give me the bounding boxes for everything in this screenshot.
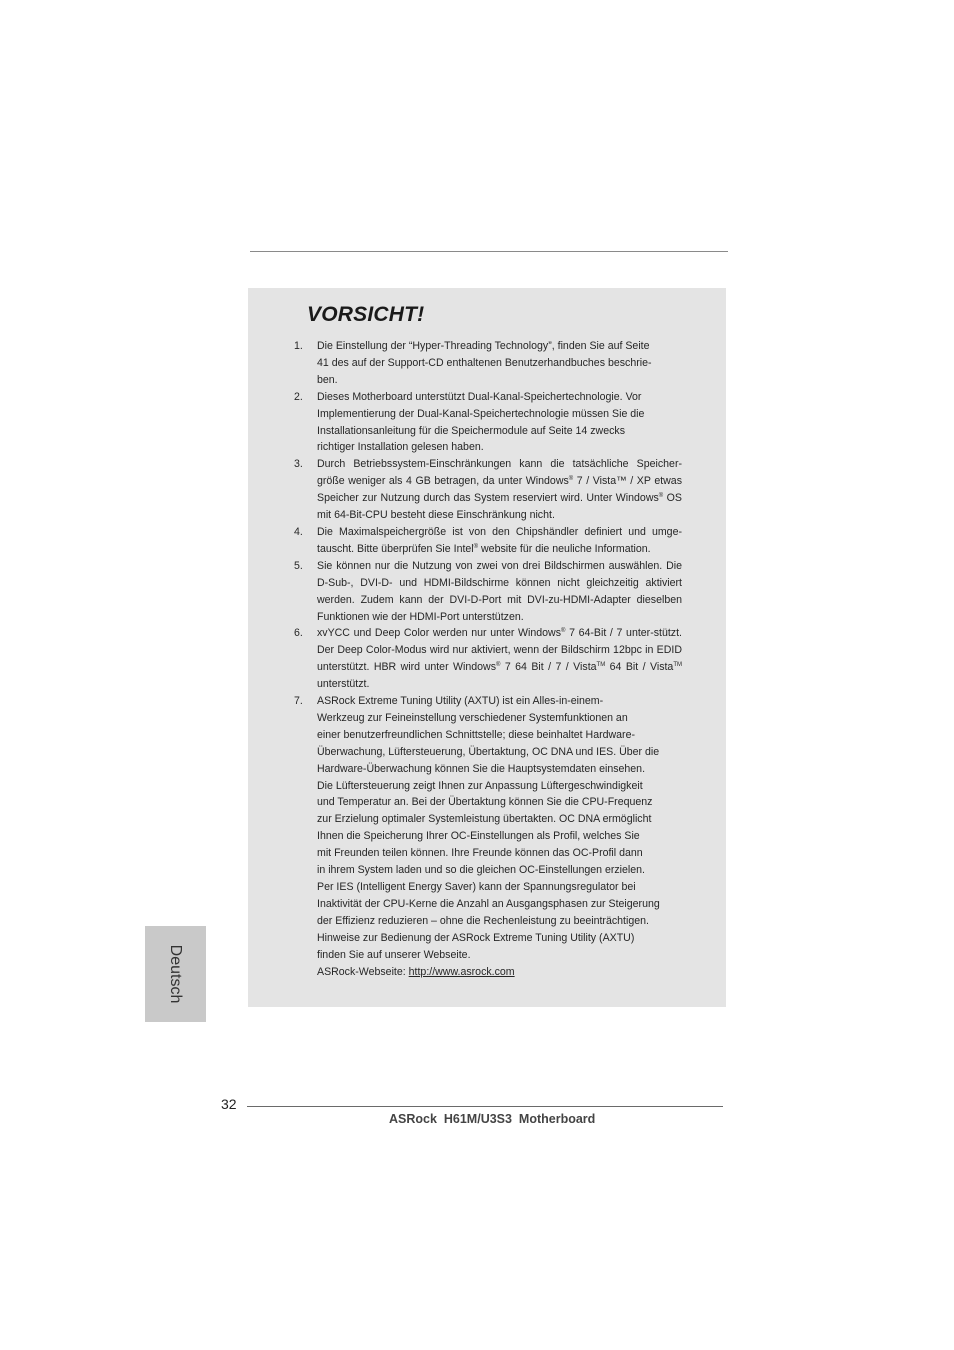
item-text: Durch Betriebssystem-Einschränkungen kann die tatsächliche Speicher-größe weniger als 4 GB betragen, da unter Windows® 7 / Vista™ / XP etwas Speicher zur Nutzung durch das System reserviert wird. Unter Windows® OS mit 64-Bit-CPU besteht diese Einschränkung nicht. [317, 458, 682, 522]
item-text: Dieses Motherboard unterstützt Dual-Kanal-Speichertechnologie. Vor Implementierung der Dual-Kanal-Speichertechnologie müssen Sie die Installationsanleitung für die Speichermodule auf Seite 14 zwecks richtiger Installation gelesen haben. [317, 390, 645, 454]
item-text: xvYCC und Deep Color werden nur unter Windows® 7 64-Bit / 7 unter-stützt. Der Deep Color-Modus wird nur aktiviert, wenn der Bildschirm 12bpc in EDID unterstützt. HBR wird unter Windows® 7 64 Bit / 7 / Vista™ 64 Bit / Vista™ unterstützt. [317, 627, 682, 691]
list-item [290, 693, 682, 980]
item-number: 2. [294, 390, 303, 403]
list-item [290, 338, 682, 389]
language-tab [145, 926, 206, 1022]
item-number: 7. [294, 695, 303, 708]
page-number: 32 [221, 1096, 237, 1112]
language-tab-label: Deutsch [167, 944, 184, 1004]
item-number: 1. [294, 340, 303, 352]
list-item [290, 524, 682, 558]
list-item [290, 456, 682, 524]
footer-product-name: ASRock H61M/U3S3 Motherboard [389, 1112, 596, 1126]
item-text: ASRock Extreme Tuning Utility (AXTU) ist ein Alles-in-einem- Werkzeug zur Feineinstellung verschiedener Systemfunktionen an einer benutzerfreundlichen Schnittstelle; diese beinhaltet Hardware- Überwachung, Lüftersteuerung, Übertaktung, OC DNA und IES. Über die Hardware-Überwachung können Sie die Hauptsystemdaten einsehen. Die Lüftersteuerung zeigt Ihnen zur Anpassung Lüftergeschwindigkeit und Temperatur an. Bei der Übertaktung können Sie die CPU-Frequenz zur Erzielung optimaler Systemleistung übertakten. OC DNA ermöglicht Ihnen die Speicherung Ihrer OC-Einstellungen als Profil, welches Sie mit Freunden teilen können. Ihre Freunde können das OC-Profil dann in ihrem System laden und so die gleichen OC-Einstellungen erzielen. Per IES (Intelligent Energy Saver) kann der Spannungsregulator bei Inaktivität der CPU-Kerne die Anzahl an Ausgangsphasen zur Steigerung der Effizienz reduzieren – ohne die Rechenleistung zu beeinträchtigen. Hinweise zur Bedienung der ASRock Extreme Tuning Utility (AXTU) finden Sie auf unserer Webseite. ASRock-Webseite: http://www.asrock.com [317, 693, 682, 980]
top-divider [250, 251, 728, 252]
caution-title: VORSICHT! [307, 303, 425, 326]
caution-list [290, 338, 682, 980]
item-number: 3. [294, 458, 303, 471]
footer-divider [247, 1106, 723, 1107]
item-number: 6. [294, 627, 303, 640]
item-text: Die Maximalspeichergröße ist von den Chipshändler definiert und umge-tauscht. Bitte überprüfen Sie Intel® website für die neuliche Information. [317, 525, 682, 555]
list-item [290, 389, 682, 457]
website-link[interactable]: http://www.asrock.com [408, 965, 515, 978]
list-item [290, 558, 682, 626]
item-number: 5. [294, 559, 303, 572]
website-line: ASRock-Webseite: http://www.asrock.com [317, 965, 515, 978]
item-text: Die Einstellung der “Hyper-Threading Technology”, finden Sie auf Seite 41 des auf der Support-CD enthaltenen Benutzerhandbuches beschrie- ben. [317, 340, 652, 386]
item-number: 4. [294, 525, 303, 538]
list-item [290, 625, 682, 693]
item-text: Sie können nur die Nutzung von zwei von drei Bildschirmen auswählen. Die D-Sub-, DVI-D- und HDMI-Bildschirme können nicht gleichzeitig aktiviert werden. Zudem kann der DVI-D-Port mit DVI-zu-HDMI-Adapter dieselben Funktionen wie der HDMI-Port unterstützen. [317, 559, 682, 623]
